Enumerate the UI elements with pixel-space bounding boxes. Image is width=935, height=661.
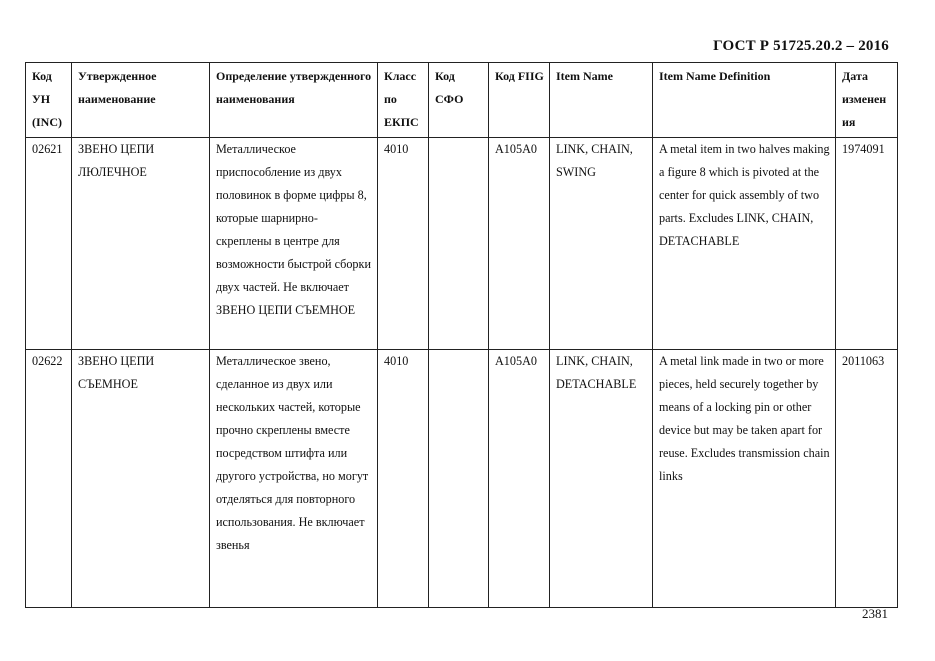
cell-ekps-class: 4010	[378, 350, 429, 608]
header-definition: Определение утвержденного наименования	[210, 63, 378, 138]
cell-item-name: LINK, CHAIN, DETACHABLE	[550, 350, 653, 608]
cell-definition: Металлическое приспособление из двух половинок в форме цифры 8, которые шарнирно-скреплены в центре для возможности быстрой сборки двух частей. Не включает ЗВЕНО ЦЕПИ СЪЕМНОЕ	[210, 138, 378, 350]
table-row	[26, 350, 898, 608]
cell-fiig-code: A105A0	[489, 350, 550, 608]
header-fiig-code: Код FIIG	[489, 63, 550, 138]
cell-item-name-definition: A metal link made in two or more pieces, held securely together by means of a locking pin or other device but may be taken apart for reuse. Excludes transmission chain links	[653, 350, 836, 608]
document-standard-header: ГОСТ Р 51725.20.2 – 2016	[713, 38, 889, 54]
header-item-name: Item Name	[550, 63, 653, 138]
cell-fiig-code: A105A0	[489, 138, 550, 350]
cell-change-date: 1974091	[836, 138, 898, 350]
cell-sfo-code	[429, 350, 489, 608]
page-number: 2381	[862, 606, 888, 621]
table-header-row	[26, 63, 898, 138]
cell-approved-name: ЗВЕНО ЦЕПИ СЪЕМНОЕ	[72, 350, 210, 608]
item-name-table	[25, 62, 898, 608]
cell-item-name-definition: A metal item in two halves making a figure 8 which is pivoted at the center for quick assembly of two parts. Excludes LINK, CHAIN, DETACHABLE	[653, 138, 836, 350]
header-item-name-definition: Item Name Definition	[653, 63, 836, 138]
header-sfo-code: Код СФО	[429, 63, 489, 138]
header-inc-code: Код УН (INC)	[26, 63, 72, 138]
cell-inc-code: 02622	[26, 350, 72, 608]
header-approved-name: Утвержденное наименование	[72, 63, 210, 138]
cell-inc-code: 02621	[26, 138, 72, 350]
header-ekps-class: Класс по ЕКПС	[378, 63, 429, 138]
table-row	[26, 138, 898, 350]
cell-item-name: LINK, CHAIN, SWING	[550, 138, 653, 350]
cell-sfo-code	[429, 138, 489, 350]
cell-definition: Металлическое звено, сделанное из двух или нескольких частей, которые прочно скреплены вместе посредством штифта или другого устройства, но могут отделяться для повторного использования. Не включает звенья	[210, 350, 378, 608]
cell-approved-name: ЗВЕНО ЦЕПИ ЛЮЛЕЧНОЕ	[72, 138, 210, 350]
cell-ekps-class: 4010	[378, 138, 429, 350]
header-change-date: Дата изменения	[836, 63, 898, 138]
cell-change-date: 2011063	[836, 350, 898, 608]
